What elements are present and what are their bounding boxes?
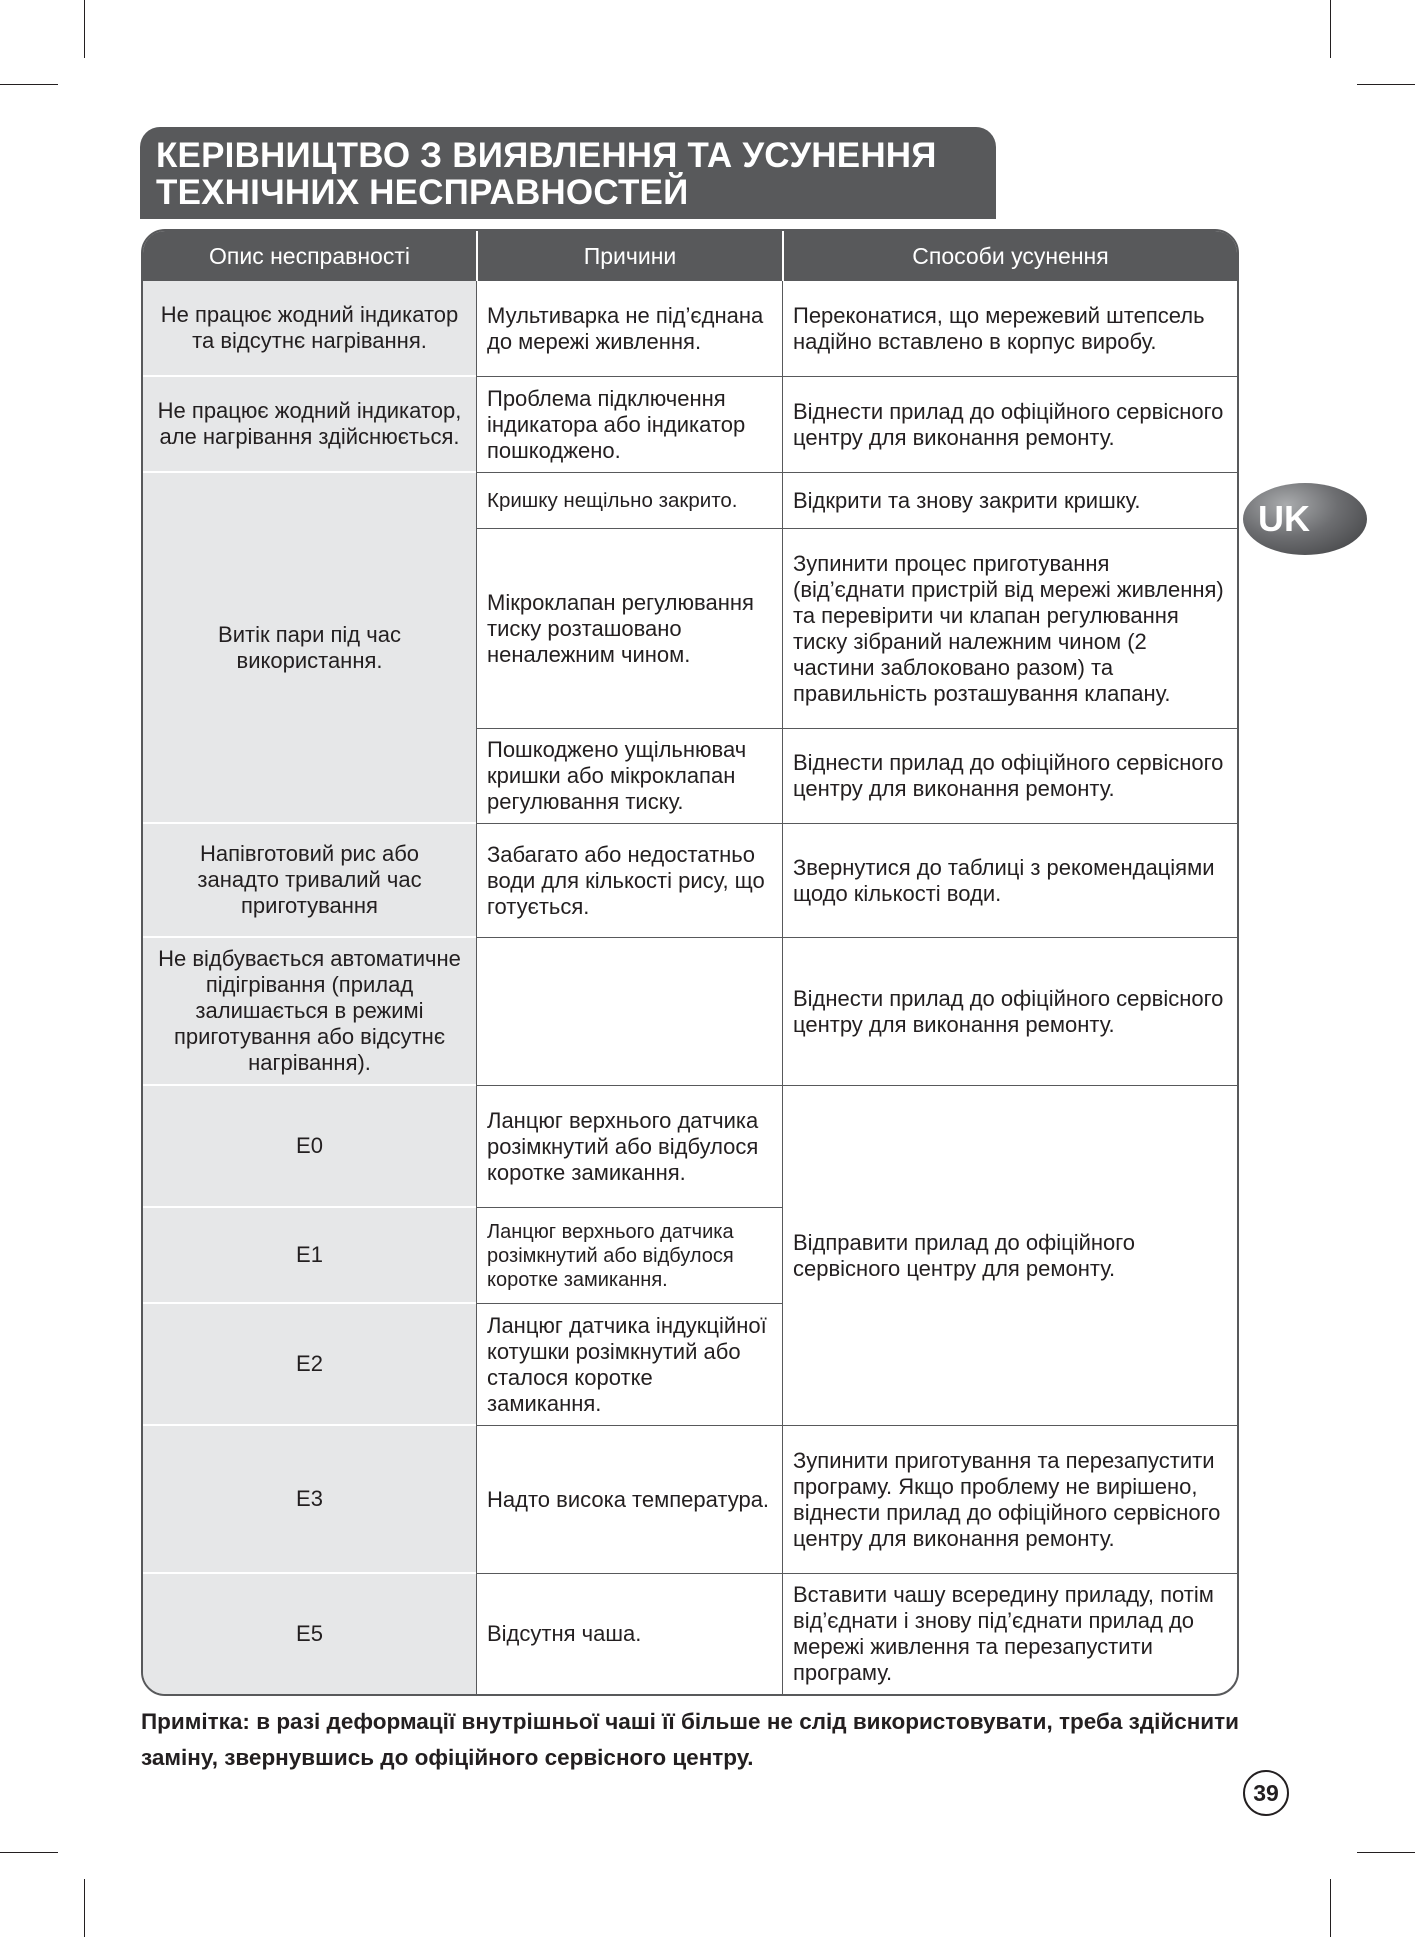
table-row — [143, 1426, 1237, 1574]
solution-cell: Віднести прилад до офіційного сервісного центру для виконання ремонту. — [782, 938, 1237, 1086]
crop-mark — [84, 0, 85, 58]
page-title-line-2: ТЕХНІЧНИХ НЕСПРАВНОСТЕЙ — [156, 173, 689, 212]
cause-cell: Проблема підключення індикатора або індикатор пошкоджено. — [476, 377, 782, 473]
crop-mark — [1357, 1852, 1415, 1853]
symptom-cell: Напівготовий рис або занадто тривалий час приготування — [143, 824, 476, 938]
page-title-line-1: КЕРІВНИЦТВО З ВИЯВЛЕННЯ ТА УСУНЕННЯ — [156, 136, 937, 175]
language-badge: UK — [1243, 483, 1367, 555]
cause-cell: Відсутня чаша. — [476, 1574, 782, 1694]
crop-mark — [0, 84, 58, 85]
crop-mark — [1330, 0, 1331, 58]
crop-mark — [1330, 1879, 1331, 1937]
cause-cell: Ланцюг верхнього датчика розімкнутий або відбулося коротке замикання. — [476, 1086, 782, 1208]
cause-cell: Мультиварка не під’єднана до мережі живлення. — [476, 281, 782, 377]
solution-cell: Переконатися, що мережевий штепсель надійно вставлено в корпус виробу. — [782, 281, 1237, 377]
table-row — [143, 1574, 1237, 1694]
symptom-cell: E3 — [143, 1426, 476, 1574]
solution-cell: Зупинити процес приготування (від’єднати пристрій від мережі живлення) та перевірити чи клапан регулювання тиску зібраний належним чином (2 частини заблоковано разом) та правильність розташування клапану. — [782, 529, 1237, 729]
symptom-cell: Не працює жодний індикатор, але нагрівання здійснюється. — [143, 377, 476, 473]
cause-cell: Мікроклапан регулювання тиску розташовано неналежним чином. — [476, 529, 782, 729]
cause-cell: Пошкоджено ущільнювач кришки або мікроклапан регулювання тиску. — [476, 729, 782, 824]
column-header-symptom: Опис несправності — [143, 231, 476, 281]
page-number: 39 — [1243, 1770, 1289, 1816]
solution-cell: Зупинити приготування та перезапустити програму. Якщо проблему не вирішено, віднести прилад до офіційного сервісного центру для виконання ремонту. — [782, 1426, 1237, 1574]
solution-cell: Віднести прилад до офіційного сервісного центру для виконання ремонту. — [782, 729, 1237, 824]
table-row — [143, 377, 1237, 473]
cause-cell: Надто висока температура. — [476, 1426, 782, 1574]
table-row — [143, 281, 1237, 377]
symptom-cell: Не працює жодний індикатор та відсутнє нагрівання. — [143, 281, 476, 377]
table-row — [143, 473, 1237, 529]
symptom-cell: E2 — [143, 1304, 476, 1426]
solution-cell: Відкрити та знову закрити кришку. — [782, 473, 1237, 529]
solution-cell: Відправити прилад до офіційного сервісного центру для ремонту. — [782, 1086, 1237, 1426]
troubleshooting-table — [141, 229, 1239, 1696]
column-header-cause: Причини — [476, 231, 782, 281]
table-row — [143, 824, 1237, 938]
crop-mark — [0, 1852, 58, 1853]
symptom-cell: Витік пари під час використання. — [143, 473, 476, 824]
solution-cell: Вставити чашу всередину приладу, потім від’єднати і знову під’єднати прилад до мережі живлення та перезапустити програму. — [782, 1574, 1237, 1694]
cause-cell — [476, 938, 782, 1086]
page-title — [140, 127, 996, 219]
note-text: Примітка: в разі деформації внутрішньої чаші її більше не слід використовувати, треба здійснити заміну, звернувшись до офіційного сервісного центру. — [141, 1709, 1239, 1770]
symptom-cell: E5 — [143, 1574, 476, 1694]
symptom-cell: E1 — [143, 1208, 476, 1304]
crop-mark — [84, 1879, 85, 1937]
cause-cell: Ланцюг датчика індукційної котушки розімкнутий або сталося коротке замикання. — [476, 1304, 782, 1426]
cause-cell: Ланцюг верхнього датчика розімкнутий або відбулося коротке замикання. — [476, 1208, 782, 1304]
table-row — [143, 938, 1237, 1086]
column-header-solution: Способи усунення — [782, 231, 1237, 281]
cause-cell: Забагато або недостатньо води для кількості рису, що готується. — [476, 824, 782, 938]
crop-mark — [1357, 84, 1415, 85]
solution-cell: Віднести прилад до офіційного сервісного центру для виконання ремонту. — [782, 377, 1237, 473]
symptom-cell: Не відбувається автоматичне підігрівання (прилад залишається в режимі приготування або відсутнє нагрівання). — [143, 938, 476, 1086]
solution-cell: Звернутися до таблиці з рекомендаціями щодо кількості води. — [782, 824, 1237, 938]
symptom-cell: E0 — [143, 1086, 476, 1208]
table-header-row — [143, 231, 1237, 281]
cause-cell: Кришку нещільно закрито. — [476, 473, 782, 529]
table-row — [143, 1086, 1237, 1208]
